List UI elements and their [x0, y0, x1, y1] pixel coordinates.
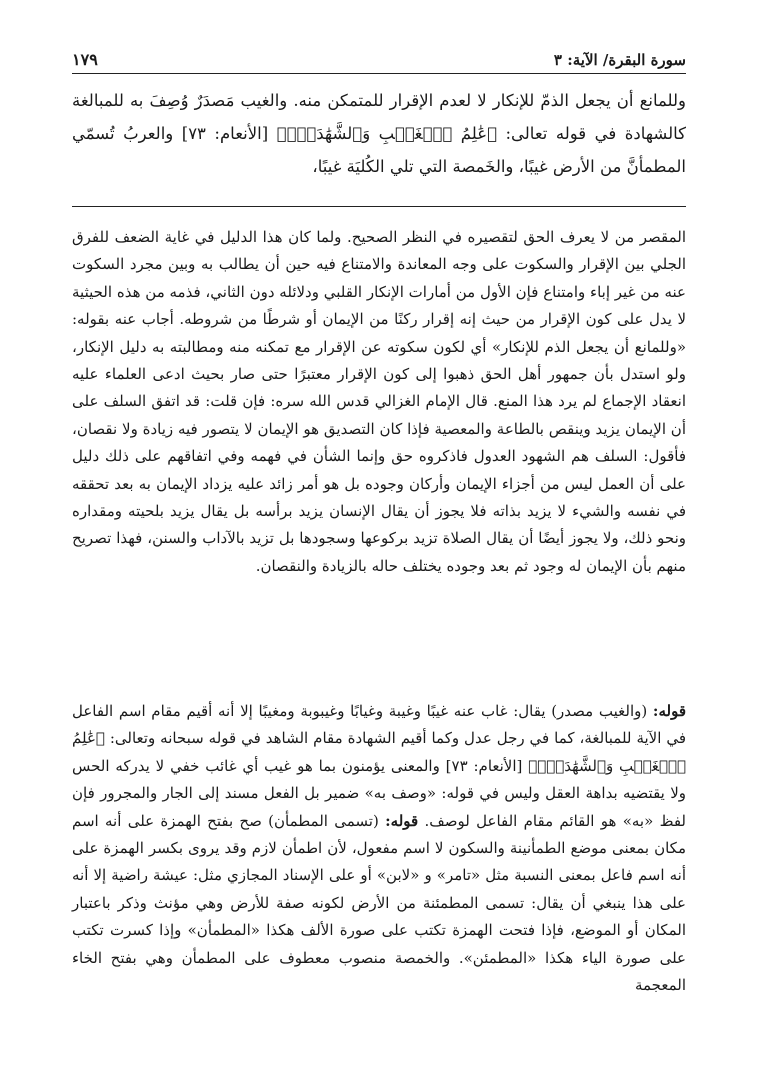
commentary-paragraph-2	[72, 698, 686, 999]
commentary-text-a: (والغيب مصدر) يقال: غاب عنه غيبًا وغيبة وغيابًا وغيبوبة ومغيبًا إلا أنه أقيم مقام اسم الفاعل في الآية للمبالغة، كما في رجل عدل وكما أقيم الشهادة مقام الشاهد في قوله سبحانه وتعالى: ﴿عَٰلِمُ ٱلۡغَيۡبِ وَٱلشَّهَٰدَةِۚ﴾ [الأنعام: ٧٣] والمعنى يؤمنون بما هو غيب أي غائب خفي لا يدركه الحس ولا يقتضيه بداهة العقل وليس في قوله: «وصف به» ضمير بل الفعل مسند إلى الجار والمجرور فإن لفظ «به» هو القائم مقام الفاعل لوصف.	[72, 702, 686, 830]
page-header	[72, 44, 686, 74]
footnote-divider	[72, 206, 686, 207]
main-text: وللمانع أن يجعل الذمّ للإنكار لا لعدم الإقرار للمتمكن منه. والغيب مَصدَرٌ وُصِفَ به للمبالغة كالشهادة في قوله تعالى: ﴿عَٰلِمُ ٱلۡغَيۡبِ وَٱلشَّهَٰدَةِۚ﴾ [الأنعام: ٧٣] والعربُ تُسمّي المطمأنَّ من الأرض غيبًا، والخَمصة التي تلي الكُليَة غيبًا،	[72, 91, 686, 176]
commentary-text-b: (تسمى المطمأن) صح بفتح الهمزة على أنه اسم مكان بمعنى موضع الطمأنينة والسكون لا اسم مفعول، لأن اطمأن لازم وقد يروى بكسر الهمزة على أنه اسم فاعل بمعنى النسبة مثل «تامر» و «لابن» أو على الإسناد المجازي مثل: عيشة راضية إلا أنه على هذا ينبغي أن يقال: تسمى المطمئنة من الأرض لكونه صفة للأرض وهي مؤنث وذكر باعتبار المكان أو الموضع، فإذا فتحت الهمزة تكتب على صورة الألف هكذا «المطمأن» وإذا كسرت تكتب على صورة الياء هكذا «المطمئن». والخمصة منصوب معطوف على المطمأن وهي بفتح الخاء المعجمة	[72, 811, 686, 995]
page-number: ١٧٩	[72, 50, 98, 69]
commentary-keyword-2: قوله:	[385, 811, 419, 830]
commentary-paragraph-1: المقصر من لا يعرف الحق لتقصيره في النظر الصحيح. ولما كان هذا الدليل في غاية الضعف للفرق الجلي بين الإقرار والسكوت على وجه المعاندة والامتناع فيه حين أن يطالب به وبين مجرد السكوت عنه من غير إباء وامتناع فإن الأول من أمارات الإنكار القلبي ودلائله دون الثاني، فذمه من هذه الحيثية لا يدل على كون الإقرار من حيث إنه إقرار ركنًا من الإيمان أو شرطًا من شروطه. أجاب عنه بقوله: «وللمانع أن يجعل الذم للإنكار» أي لكون سكوته عن الإقرار مع تمكنه منه ومطالبته به دليل الإنكار، ولو استدل بأن جمهور أهل الحق ذهبوا إلى كون الإقرار معتبرًا حتى صار بحيث ادعى العلماء عليه انعقاد الإجماع لم يرد هذا المنع. قال الإمام الغزالي قدس الله سره: فإن قلت: قد اتفق السلف على أن الإيمان يزيد وينقص بالطاعة والمعصية فإذا كان التصديق هو الإيمان لا يتصور فيه زيادة ولا نقصان، فأقول: السلف هم الشهود العدول فاذكروه حق وإنما الشأن في فهمه وفي اتفاقهم على ذلك دليل على أن العمل ليس من أجزاء الإيمان وأركان وجوده بل هو أمر زائد عليه يزداد الإيمان به بعد تحققه في نفسه والشيء لا يزيد بذاته فلا يجوز أن يقال الإنسان يزيد برأسه بل يقال يزيد بلحيته ومقداره ونحو ذلك، ولا يجوز أيضًا أن يقال الصلاة تزيد بركوعها وسجودها بل تزيد بالآداب والسنن، فهذا تصريح منهم بأن الإيمان له وجود ثم بعد وجوده يختلف حاله بالزيادة والنقصان.	[72, 228, 686, 575]
running-title: سورة البقرة/ الآية: ٣	[553, 51, 686, 69]
commentary-keyword: قوله:	[652, 702, 686, 720]
